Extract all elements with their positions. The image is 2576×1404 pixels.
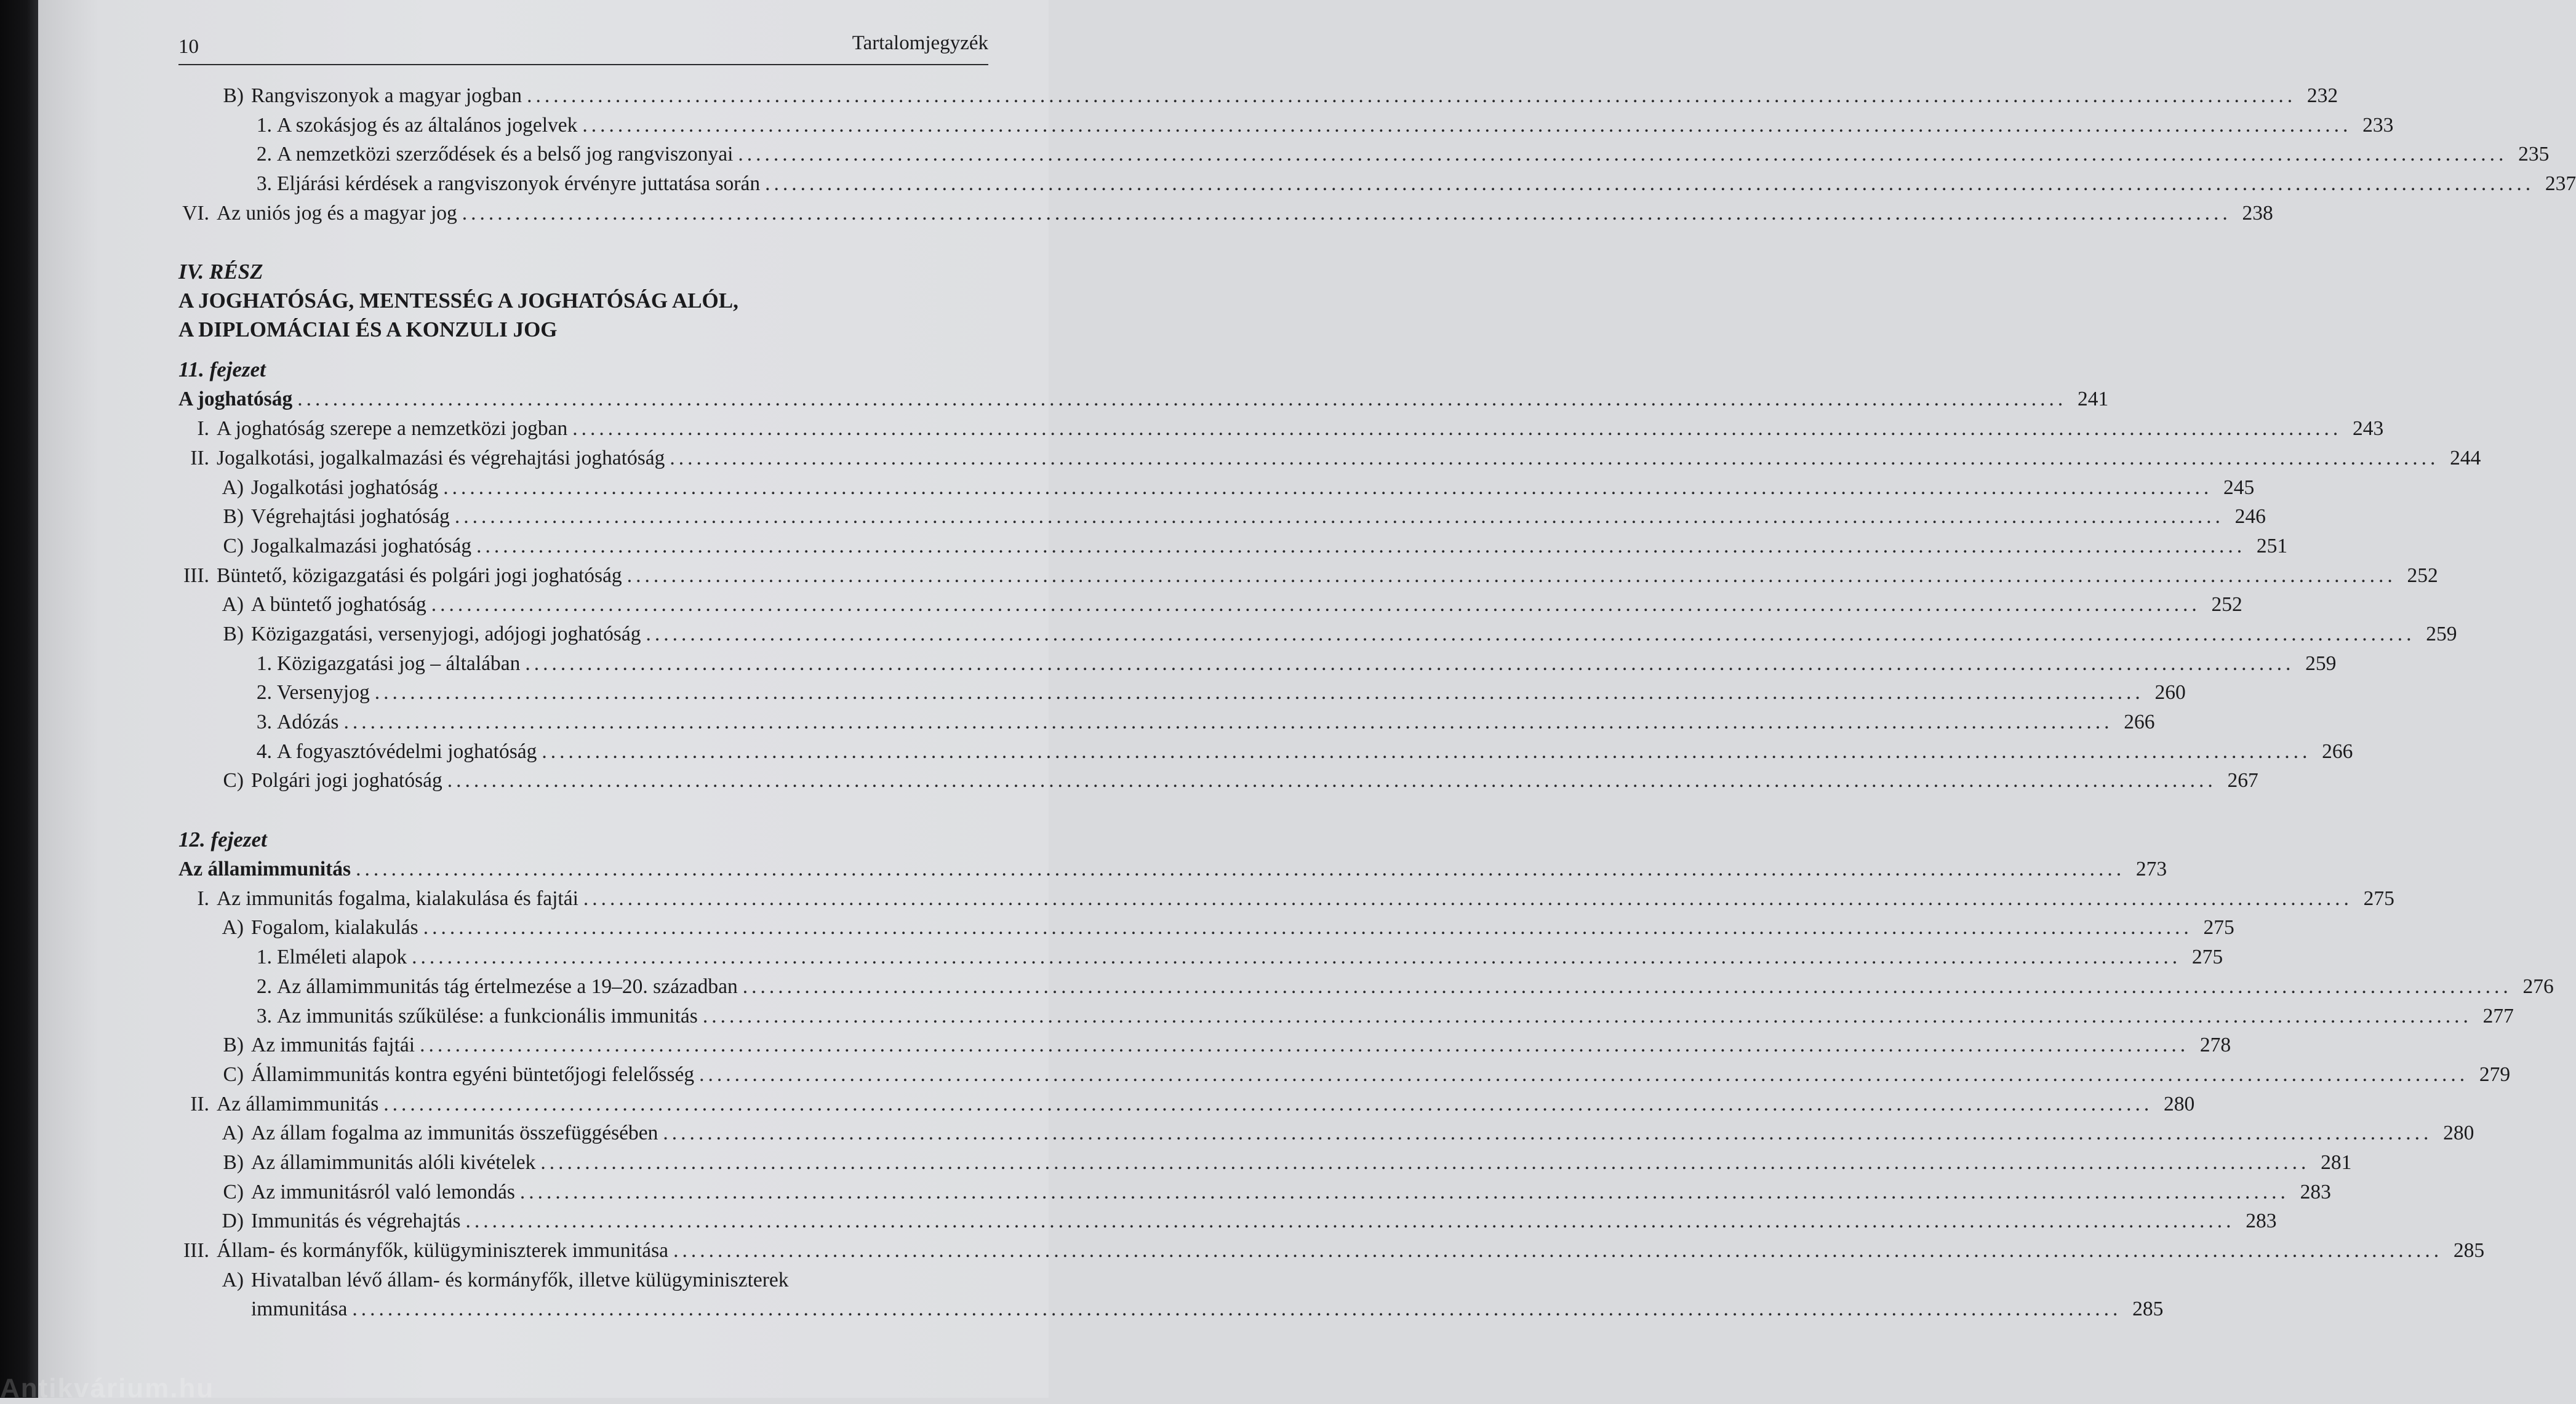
entry-number: B) xyxy=(223,84,244,107)
leader-dots: ........................................................................................................................................................................................................ xyxy=(765,172,2535,196)
leader-dots: ........................................................................................................................................................................................................ xyxy=(462,201,2231,225)
toc-entry[interactable] xyxy=(178,1002,2514,1031)
toc-entry[interactable] xyxy=(178,1178,2331,1207)
toc-entry[interactable] xyxy=(178,913,2234,943)
leader-dots: ........................................................................................................................................................................................................ xyxy=(374,681,2144,704)
entry-label-continued: immunitása xyxy=(251,1298,348,1321)
page-ref: 285 xyxy=(2453,1239,2485,1262)
page-ref: 251 xyxy=(2256,534,2288,557)
watermark: Antikvárium.hu xyxy=(0,1373,215,1403)
page-ref: 252 xyxy=(2407,564,2438,587)
leader-dots: ........................................................................................................................................................................................................ xyxy=(626,564,2396,587)
leader-dots: ........................................................................................................................................................................................................ xyxy=(420,1034,2190,1057)
entry-label: Az immunitás fogalma, kialakulása és fajtái xyxy=(217,887,578,910)
page-ref: 244 xyxy=(2450,446,2481,469)
entry-number: C) xyxy=(223,1063,244,1086)
entry-label: Polgári jogi joghatóság xyxy=(251,769,442,792)
entry-label: Immunitás és végrehajtás xyxy=(251,1210,461,1233)
toc-entry[interactable] xyxy=(178,502,2266,532)
entry-number: A) xyxy=(222,1122,244,1145)
toc-entry[interactable] xyxy=(178,1236,2485,1266)
entry-number: 1. xyxy=(256,113,272,137)
entry-label: Rangviszonyok a magyar jogban xyxy=(251,84,522,107)
chapter-title: A joghatóság xyxy=(178,388,293,411)
leader-dots: ........................................................................................................................................................................................................ xyxy=(702,1004,2472,1027)
page-ref: 233 xyxy=(2362,113,2394,137)
page-ref: 237 xyxy=(2545,172,2576,196)
entry-number: C) xyxy=(223,534,244,557)
entry-label: Állam- és kormányfők, külügyminiszterek immunitása xyxy=(217,1239,669,1262)
page-ref: 267 xyxy=(2227,769,2258,792)
page-header xyxy=(178,32,988,65)
page-ref: 252 xyxy=(2211,593,2242,616)
toc-entry[interactable] xyxy=(178,737,2353,767)
entry-number: A) xyxy=(222,916,244,939)
leader-dots: ........................................................................................................................................................................................................ xyxy=(670,446,2439,469)
chapter-entries xyxy=(178,884,2554,1266)
toc-entry[interactable] xyxy=(178,766,2258,796)
entry-label: A szokásjog és az általános jogelvek xyxy=(277,113,578,137)
leader-dots: ........................................................................................................................................................................................................ xyxy=(663,1122,2433,1145)
part-title-line: A DIPLOMÁCIAI ÉS A KONZULI JOG xyxy=(178,317,558,342)
entry-number: II. xyxy=(190,446,209,469)
toc-entry[interactable] xyxy=(178,111,2394,140)
leader-dots: ........................................................................................................................................................................................................ xyxy=(519,1180,2289,1203)
toc-entry[interactable] xyxy=(178,972,2554,1002)
part-title-line: A JOGHATÓSÁG, MENTESSÉG A JOGHATÓSÁG ALÓL, xyxy=(178,289,738,313)
page-ref: 245 xyxy=(2223,476,2255,499)
entry-label: A joghatóság szerepe a nemzetközi jogban xyxy=(217,417,568,441)
entry-label: Versenyjog xyxy=(277,681,370,704)
toc-entry[interactable] xyxy=(178,884,2394,914)
entry-label: Az immunitásról való lemondás xyxy=(251,1180,515,1203)
page-ref: 275 xyxy=(2203,916,2234,939)
entry-number: 1. xyxy=(256,652,272,675)
entry-label: Hivatalban lévő állam- és kormányfők, illetve külügyminiszterek xyxy=(251,1268,789,1291)
entry-label: A nemzetközi szerződések és a belső jog rangviszonyai xyxy=(277,143,734,166)
entry-number: A) xyxy=(222,1268,244,1291)
entry-label: A büntető joghatóság xyxy=(251,593,426,616)
page-ref: 260 xyxy=(2154,681,2186,704)
toc-entry[interactable] xyxy=(178,1031,2231,1060)
page-ref: 276 xyxy=(2522,975,2554,998)
entry-label: Közigazgatási, versenyjogi, adójogi joghatóság xyxy=(251,622,641,645)
entry-number: A) xyxy=(222,593,244,616)
toc-entry[interactable] xyxy=(178,620,2457,649)
entry-label: Jogalkotási joghatóság xyxy=(251,476,439,499)
entry-number: C) xyxy=(223,1180,244,1203)
entry-label: Végrehajtási joghatóság xyxy=(251,505,450,528)
entry-number: A) xyxy=(222,476,244,499)
entry-number: II. xyxy=(190,1092,209,1115)
page-ref: 283 xyxy=(2246,1210,2277,1233)
toc-entry[interactable] xyxy=(178,199,2273,228)
entry-number: 3. xyxy=(256,172,272,196)
entry-label: Államimmunitás kontra egyéni büntetőjogi felelősség xyxy=(251,1063,695,1086)
entry-number: I. xyxy=(197,417,209,441)
entry-label: Az államimmunitás alóli kivételek xyxy=(251,1151,536,1174)
entry-label: Jogalkalmazási joghatóság xyxy=(251,534,472,557)
entry-label: Az államimmunitás tág értelmezése a 19–20. században xyxy=(277,975,738,998)
page-ref: 277 xyxy=(2482,1004,2514,1027)
entry-label: Közigazgatási jog – általában xyxy=(277,652,521,675)
toc-entry-wrapped[interactable] xyxy=(178,1266,2164,1324)
toc-entry[interactable] xyxy=(178,444,2481,473)
spacer xyxy=(178,344,990,355)
table-of-contents xyxy=(178,81,2576,1324)
page-ref: 243 xyxy=(2352,417,2384,441)
entry-number: 1. xyxy=(256,946,272,969)
entry-number: VI. xyxy=(182,201,209,225)
chapter-title: Az államimmunitás xyxy=(178,858,351,881)
entry-number: III. xyxy=(183,564,209,587)
toc-entry[interactable] xyxy=(178,169,2576,199)
leader-dots: ........................................................................................................................................................................................................ xyxy=(742,975,2512,998)
page-ref: 235 xyxy=(2518,143,2550,166)
page-ref: 232 xyxy=(2306,84,2338,107)
entry-number: I. xyxy=(197,887,209,910)
page-ref: 283 xyxy=(2300,1180,2331,1203)
page-ref: 280 xyxy=(2443,1122,2474,1145)
leader-dots: ........................................................................................................................................................................................................ xyxy=(646,622,2415,645)
leader-dots: ........................................................................................................................................................................................................ xyxy=(412,946,2182,969)
toc-entry[interactable] xyxy=(178,414,2384,444)
leader-dots: ........................................................................................................................................................................................................ xyxy=(423,916,2193,939)
leader-dots: ........................................................................................................................................................................................................ xyxy=(447,769,2217,792)
page-number: 10 xyxy=(178,36,199,58)
leader-dots: ........................................................................................................................................................................................................ xyxy=(540,1151,2310,1174)
toc-entry[interactable] xyxy=(178,81,2338,111)
leader-dots: ........................................................................................................................................................................................................ xyxy=(476,534,2246,557)
toc-entry[interactable] xyxy=(178,473,2255,503)
leader-dots: ........................................................................................................................................................................................................ xyxy=(352,1298,2122,1321)
entry-label: A fogyasztóvédelmi joghatóság xyxy=(277,740,537,763)
entry-label: Fogalom, kialakulás xyxy=(251,916,418,939)
running-title: Tartalomjegyzék xyxy=(852,32,988,54)
leader-dots: ........................................................................................................................................................................................................ xyxy=(699,1063,2469,1086)
leader-dots: ........................................................................................................................................................................................................ xyxy=(582,113,2352,137)
leader-dots: ........................................................................................................................................................................................................ xyxy=(383,1092,2153,1115)
toc-entry[interactable] xyxy=(178,943,2223,972)
entry-number: 2. xyxy=(256,681,272,704)
entry-number: B) xyxy=(223,1034,244,1057)
toc-entry[interactable] xyxy=(178,1207,2277,1236)
entry-label: Adózás xyxy=(277,711,339,733)
leader-dots: ........................................................................................................................................................................................................ xyxy=(343,711,2113,733)
leader-dots: ........................................................................................................................................................................................................ xyxy=(454,505,2224,528)
toc-entry[interactable] xyxy=(178,1148,2352,1178)
chapter-entries xyxy=(178,414,2481,796)
leader-dots: ........................................................................................................................................................................................................ xyxy=(297,388,2067,411)
spacer xyxy=(178,796,990,825)
toc-entry[interactable] xyxy=(178,561,2438,591)
part-label: IV. RÉSZ xyxy=(178,260,263,284)
page-ref: 275 xyxy=(2191,946,2223,969)
page-ref: 246 xyxy=(2234,505,2266,528)
entry-number: B) xyxy=(223,1151,244,1174)
entry-label: Elméleti alapok xyxy=(277,946,407,969)
spacer xyxy=(178,228,990,257)
toc-entry[interactable] xyxy=(178,678,2186,708)
chapter-title-row[interactable] xyxy=(178,855,2167,884)
page-ref: 238 xyxy=(2242,201,2273,225)
page-ref: 275 xyxy=(2363,887,2394,910)
page-ref: 266 xyxy=(2322,740,2353,763)
entry-number: 2. xyxy=(256,143,272,166)
toc-entry[interactable] xyxy=(178,1090,2195,1119)
leader-dots: ........................................................................................................................................................................................................ xyxy=(527,84,2297,107)
entry-label: Eljárási kérdések a rangviszonyok érvényre juttatása során xyxy=(277,172,761,196)
entry-label: Az államimmunitás xyxy=(217,1092,379,1115)
entry-label: Büntető, közigazgatási és polgári jogi joghatóság xyxy=(217,564,622,587)
page-ref: 273 xyxy=(2135,858,2167,881)
page-ref: 285 xyxy=(2132,1298,2164,1321)
book-binding-edge xyxy=(0,0,38,1398)
toc-entry[interactable] xyxy=(178,1060,2511,1090)
toc-entry[interactable] xyxy=(178,1119,2474,1148)
toc-entry[interactable] xyxy=(178,532,2288,561)
page-ref: 266 xyxy=(2124,711,2155,733)
toc-entry[interactable] xyxy=(178,649,2337,679)
leader-dots: ........................................................................................................................................................................................................ xyxy=(572,417,2342,441)
entry-number: B) xyxy=(223,622,244,645)
page-ref: 259 xyxy=(2426,622,2457,645)
leader-dots: ........................................................................................................................................................................................................ xyxy=(673,1239,2443,1262)
leader-dots: ........................................................................................................................................................................................................ xyxy=(738,143,2508,166)
toc-section-continued xyxy=(178,81,2576,228)
toc-entry[interactable] xyxy=(178,708,2155,737)
toc-entry[interactable] xyxy=(178,140,2550,169)
leader-dots: ........................................................................................................................................................................................................ xyxy=(431,593,2201,616)
entry-number: III. xyxy=(183,1239,209,1262)
leader-dots: ........................................................................................................................................................................................................ xyxy=(443,476,2213,499)
chapter-label: 11. fejezet xyxy=(178,357,266,382)
entry-label: Jogalkotási, jogalkalmazási és végrehajtási joghatóság xyxy=(217,446,665,469)
entry-number: B) xyxy=(223,505,244,528)
chapter-title-row[interactable] xyxy=(178,385,2109,414)
leader-dots: ........................................................................................................................................................................................................ xyxy=(525,652,2295,675)
entry-label: Az uniós jog és a magyar jog xyxy=(217,201,457,225)
leader-dots: ........................................................................................................................................................................................................ xyxy=(356,858,2126,881)
page-ref: 278 xyxy=(2199,1034,2231,1057)
entry-number: 3. xyxy=(256,711,272,733)
toc-entry[interactable] xyxy=(178,590,2242,620)
page-ref: 281 xyxy=(2321,1151,2352,1174)
chapter-label: 12. fejezet xyxy=(178,828,267,852)
entry-label: Az immunitás szűkülése: a funkcionális immunitás xyxy=(277,1004,698,1027)
leader-dots: ........................................................................................................................................................................................................ xyxy=(583,887,2353,910)
leader-dots: ........................................................................................................................................................................................................ xyxy=(465,1210,2235,1233)
entry-number: 4. xyxy=(256,740,272,763)
page-ref: 259 xyxy=(2305,652,2337,675)
entry-number: 2. xyxy=(256,975,272,998)
page-ref: 279 xyxy=(2479,1063,2511,1086)
page-ref: 280 xyxy=(2164,1092,2195,1115)
entry-number: C) xyxy=(223,769,244,792)
page-ref: 241 xyxy=(2077,388,2109,411)
entry-number: 3. xyxy=(256,1004,272,1027)
entry-label: Az állam fogalma az immunitás összefüggésében xyxy=(251,1122,658,1145)
entry-label: Az immunitás fajtái xyxy=(251,1034,415,1057)
entry-number: D) xyxy=(222,1210,244,1233)
leader-dots: ........................................................................................................................................................................................................ xyxy=(542,740,2311,763)
